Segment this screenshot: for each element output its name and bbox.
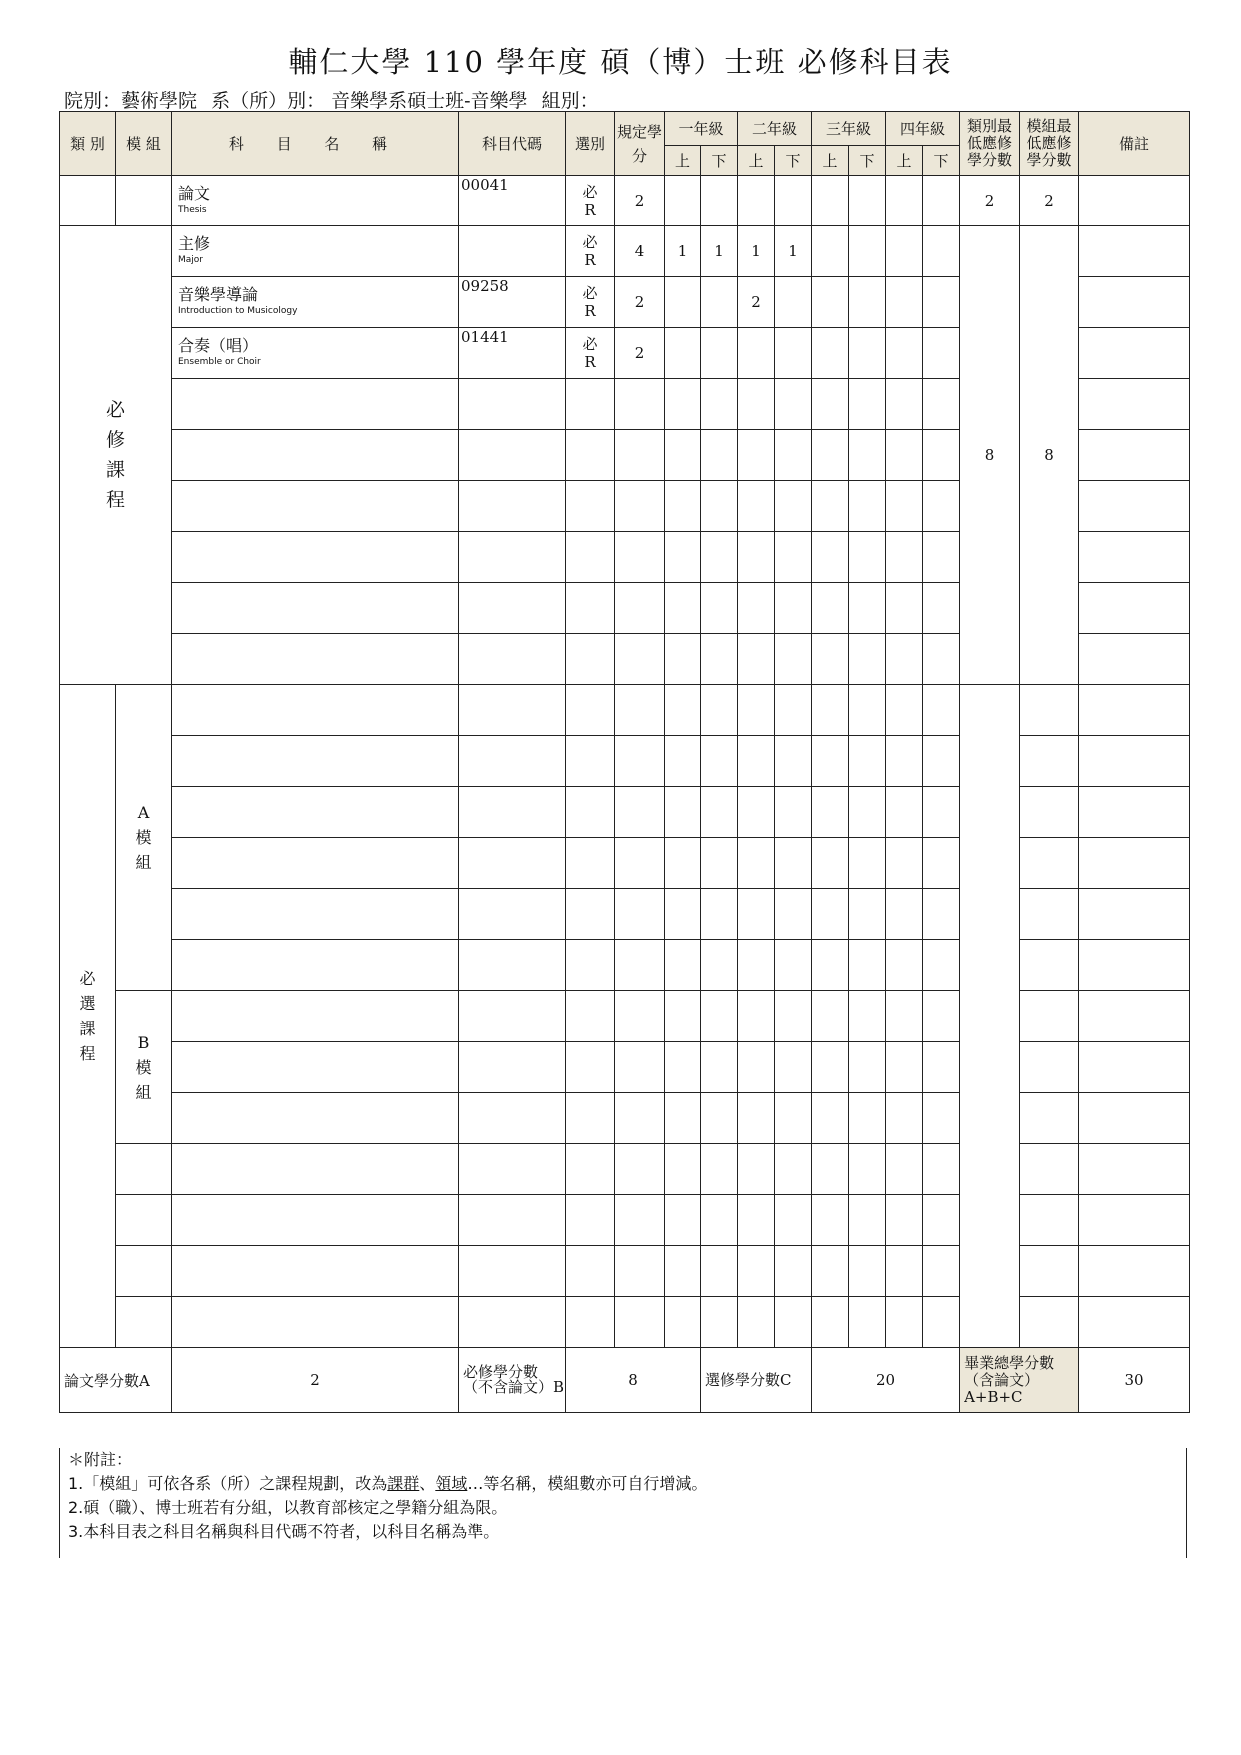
thesis-row <box>60 176 1190 226</box>
department-label: 系（所）別： 音樂學系碩士班-音樂學 <box>211 90 528 112</box>
header-year3: 三年級 <box>812 112 886 146</box>
required-credits-label: 必修學分數（不含論文）B <box>459 1348 566 1413</box>
subheader <box>64 86 607 113</box>
course-code: 01441 <box>459 328 566 379</box>
thesis-name-en: Thesis <box>178 205 207 215</box>
header-module: 模 組 <box>116 112 172 176</box>
thesis-code: 00041 <box>459 176 566 226</box>
course-y1-lower: 1 <box>701 226 738 277</box>
course-req: 必 R <box>566 328 615 379</box>
course-code: 09258 <box>459 277 566 328</box>
required-label: 必 修 課 程 <box>60 226 172 685</box>
course-req: 必 R <box>566 277 615 328</box>
course-name: 主修 Major <box>172 226 459 277</box>
thesis-req-en: R <box>584 200 596 219</box>
thesis-remarks <box>1079 176 1190 226</box>
thesis-credits: 2 <box>615 176 665 226</box>
thesis-category <box>60 176 116 226</box>
course-credits: 4 <box>615 226 665 277</box>
thesis-module <box>116 176 172 226</box>
note-2: 2.碩（職）、博士班若有分組，以教育部核定之學籍分組為限。 <box>68 1498 508 1517</box>
thesis-req-zh: 必 <box>582 182 598 201</box>
elective-row <box>60 1042 1190 1093</box>
thesis-req <box>566 176 615 226</box>
module-a-label: A 模 組 <box>116 685 172 991</box>
elective-row <box>60 685 1190 736</box>
header-credits: 規定學分 <box>615 112 665 176</box>
header-category-min: 類別最低應修學分數 <box>960 112 1020 176</box>
thesis-module-min: 2 <box>1020 176 1079 226</box>
header-y4-lower: 下 <box>923 146 960 176</box>
thesis-credits-value: 2 <box>172 1348 459 1413</box>
header-year4: 四年級 <box>886 112 960 146</box>
required-module-min: 8 <box>1020 226 1079 685</box>
elective-row <box>60 1093 1190 1144</box>
required-credits-value: 8 <box>566 1348 701 1413</box>
course-req: 必 R <box>566 226 615 277</box>
course-y1-upper: 1 <box>665 226 701 277</box>
elective-row <box>60 1195 1190 1246</box>
page-title: 輔仁大學 110 學年度 碩（博）士班 必修科目表 <box>288 45 953 79</box>
graduation-credits-label: 畢業總學分數（含論文）A+B+C <box>960 1348 1079 1413</box>
course-code <box>459 226 566 277</box>
header-y1-lower: 下 <box>701 146 738 176</box>
notes <box>59 1448 1187 1558</box>
elective-credits-label: 選修學分數C <box>701 1348 812 1413</box>
elective-row <box>60 1246 1190 1297</box>
notes-heading: ＊附註： <box>68 1450 133 1469</box>
course-y1-lower <box>701 277 738 328</box>
college-label: 院別：藝術學院 <box>64 90 198 112</box>
course-y2-lower: 1 <box>775 226 812 277</box>
course-name: 音樂學導論 Introduction to Musicology <box>172 277 459 328</box>
thesis-name <box>172 176 459 226</box>
header-course-code: 科目代碼 <box>459 112 566 176</box>
header-year1: 一年級 <box>665 112 738 146</box>
elective-row <box>60 736 1190 787</box>
required-row <box>60 226 1190 277</box>
course-y1-lower <box>701 328 738 379</box>
thesis-name-zh: 論文 <box>178 184 211 203</box>
course-y2-lower <box>775 328 812 379</box>
course-credits: 2 <box>615 277 665 328</box>
header-row-1 <box>60 112 1190 146</box>
header-course-name: 科 目 名 稱 <box>172 112 459 176</box>
elective-credits-value: 20 <box>812 1348 960 1413</box>
header-selection: 選別 <box>566 112 615 176</box>
header-remarks: 備註 <box>1079 112 1190 176</box>
header-module-min: 模組最低應修學分數 <box>1020 112 1079 176</box>
course-y2-lower <box>775 277 812 328</box>
course-name: 合奏（唱） Ensemble or Choir <box>172 328 459 379</box>
header-y2-upper: 上 <box>738 146 775 176</box>
elective-row <box>60 838 1190 889</box>
course-credits: 2 <box>615 328 665 379</box>
curriculum-table <box>59 111 1190 1413</box>
required-category-min: 8 <box>960 226 1020 685</box>
elective-category-min <box>960 685 1020 1348</box>
elective-row <box>60 940 1190 991</box>
thesis-category-min: 2 <box>960 176 1020 226</box>
elective-row <box>60 991 1190 1042</box>
note-3: 3.本科目表之科目名稱與科目代碼不符者，以科目名稱為準。 <box>68 1522 500 1541</box>
header-category: 類 別 <box>60 112 116 176</box>
course-y2-upper <box>738 328 775 379</box>
course-y2-upper: 1 <box>738 226 775 277</box>
header-y4-upper: 上 <box>886 146 923 176</box>
group-label: 組別： <box>541 90 599 112</box>
note-1: 1.「模組」可依各系（所）之課程規劃，改為課群、領域…等名稱，模組數亦可自行增減。 <box>68 1474 708 1493</box>
elective-row <box>60 1297 1190 1348</box>
elective-row <box>60 787 1190 838</box>
elective-label: 必 選 課 程 <box>60 685 116 1348</box>
course-y1-upper <box>665 277 701 328</box>
header-y2-lower: 下 <box>775 146 812 176</box>
course-y1-upper <box>665 328 701 379</box>
module-b-label: B 模 組 <box>116 991 172 1144</box>
header-year2: 二年級 <box>738 112 812 146</box>
totals-row <box>60 1348 1190 1413</box>
header-y3-upper: 上 <box>812 146 849 176</box>
course-y2-upper: 2 <box>738 277 775 328</box>
header-y3-lower: 下 <box>849 146 886 176</box>
elective-row <box>60 889 1190 940</box>
graduation-credits-value: 30 <box>1079 1348 1190 1413</box>
thesis-credits-label: 論文學分數A <box>60 1348 172 1413</box>
elective-row <box>60 1144 1190 1195</box>
header-y1-upper: 上 <box>665 146 701 176</box>
